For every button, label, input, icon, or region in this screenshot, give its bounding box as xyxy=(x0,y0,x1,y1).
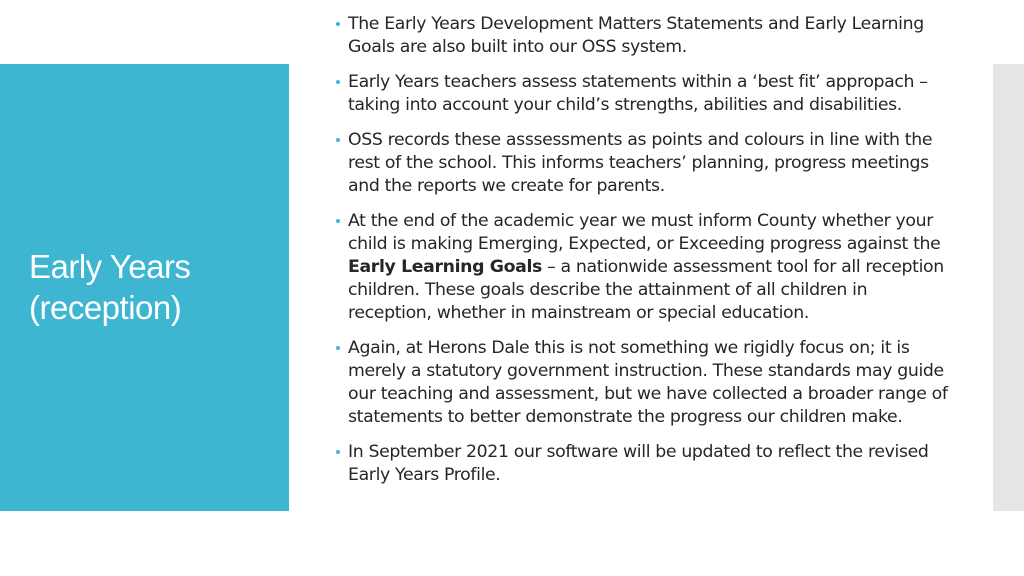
right-edge-bar xyxy=(993,64,1024,511)
bullet-text: Again, at Herons Dale this is not something we rigidly focus on; it is merely a statutory government instruction. These standards may guide our teaching and assessment, but we have collected a broader range of statements to better demonstrate the progress our children make. xyxy=(348,338,948,427)
bullet-text: Early Years teachers assess statements within a ‘best fit’ appropach – taking into account your child’s strengths, abilities and disabilities. xyxy=(348,72,928,115)
bullet-item xyxy=(348,210,948,325)
slide-title-line-1: Early Years xyxy=(29,248,191,285)
slide-title xyxy=(29,246,279,328)
bullet-item xyxy=(348,441,948,487)
bullet-item xyxy=(348,13,948,59)
bullet-text: OSS records these asssessments as points and colours in line with the rest of the school. This informs teachers’ planning, progress meetings and the reports we create for parents. xyxy=(348,130,933,196)
bullet-text-emphasis: Early Learning Goals xyxy=(348,257,542,277)
bullet-text: In September 2021 our software will be updated to reflect the revised Early Years Profile. xyxy=(348,442,929,485)
bullet-dot-icon xyxy=(336,346,340,350)
slide-title-line-2: (reception) xyxy=(29,289,182,326)
bullet-item xyxy=(348,337,948,429)
bullet-text: The Early Years Development Matters Statements and Early Learning Goals are also built into our OSS system. xyxy=(348,14,924,57)
bullet-text-part: At the end of the academic year we must inform County whether your child is making Emerging, Expected, or Exceeding progress against the xyxy=(348,211,941,254)
bullet-list xyxy=(348,13,948,499)
bullet-dot-icon xyxy=(336,450,340,454)
bullet-text xyxy=(348,210,948,325)
bullet-dot-icon xyxy=(336,219,340,223)
bullet-dot-icon xyxy=(336,80,340,84)
bullet-text-part: – a nationwide assessment tool for all reception children. These goals describe the attainment of all children in reception, whether in mainstream or special education. xyxy=(348,257,944,323)
bullet-dot-icon xyxy=(336,22,340,26)
bullet-item xyxy=(348,71,948,117)
bullet-item xyxy=(348,129,948,198)
bullet-dot-icon xyxy=(336,138,340,142)
